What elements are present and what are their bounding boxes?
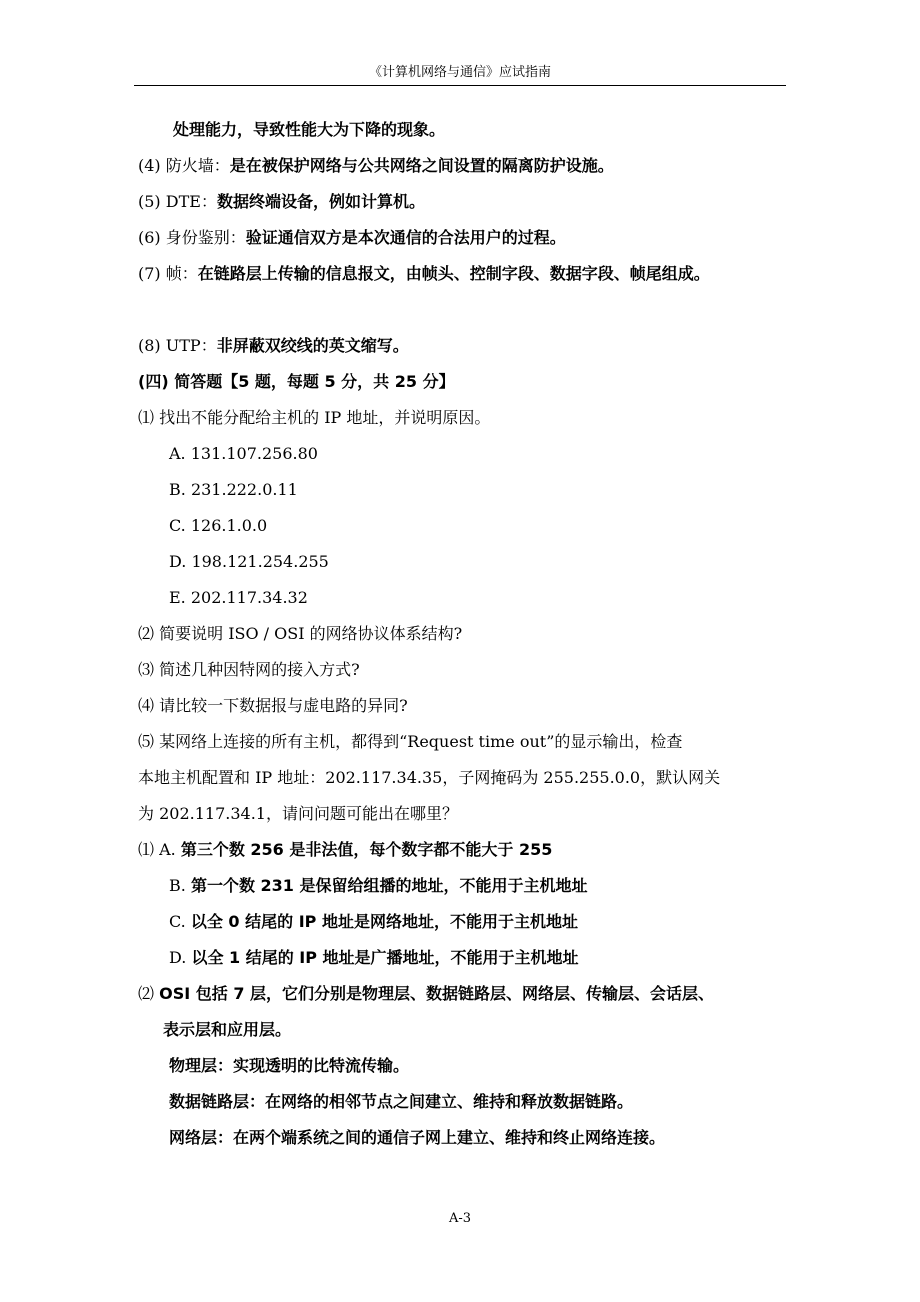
answer-number: ⑴ — [138, 840, 155, 859]
answer-text: 以全 1 结尾的 IP 地址是广播地址，不能用于主机地址 — [191, 948, 579, 967]
answer-text-line: 表示层和应用层。 — [163, 1020, 292, 1039]
layer-description: 数据链路层：在网络的相邻节点之间建立、维持和释放数据链路。 — [169, 1092, 634, 1111]
question-text-line: 某网络上连接的所有主机，都得到“Request time out”的显示输出，检查 — [159, 732, 683, 751]
question-text: 简要说明 ISO / OSI 的网络协议体系结构? — [159, 624, 463, 643]
question-item — [138, 695, 408, 717]
answer-text: 第三个数 256 是非法值，每个数字都不能大于 255 — [180, 840, 553, 859]
option-item — [169, 479, 298, 501]
definition-text: 在链路层上传输的信息报文，由帧头、控制字段、数据字段、帧尾组成。 — [197, 264, 710, 283]
answer-text: 以全 0 结尾的 IP 地址是网络地址，不能用于主机地址 — [190, 912, 578, 931]
question-number: ⑷ — [138, 696, 155, 715]
question-text: 简述几种因特网的接入方式? — [159, 660, 360, 679]
definition-item — [138, 227, 566, 249]
answer-letter: B. — [169, 876, 186, 895]
question-item — [138, 407, 490, 429]
section-title: (四) 简答题【5 题，每题 5 分，共 25 分】 — [138, 372, 455, 391]
definition-number: (4) — [138, 156, 161, 175]
definition-term: DTE： — [165, 192, 217, 211]
definition-item — [138, 155, 614, 177]
layer-description: 网络层：在两个端系统之间的通信子网上建立、维持和终止网络连接。 — [169, 1128, 666, 1147]
definition-text: 验证通信双方是本次通信的合法用户的过程。 — [245, 228, 566, 247]
definition-item — [138, 335, 409, 357]
option-letter: B. — [169, 480, 186, 499]
question-number: ⑵ — [138, 624, 155, 643]
question-number: ⑶ — [138, 660, 155, 679]
question-item — [138, 623, 462, 645]
option-letter: D. — [169, 552, 187, 571]
answer-item — [169, 947, 579, 969]
question-item — [138, 659, 360, 681]
answer-letter: C. — [169, 912, 186, 931]
answer-item — [169, 911, 578, 933]
question-item — [138, 731, 682, 753]
option-letter: C. — [169, 516, 186, 535]
definition-number: (5) — [138, 192, 161, 211]
option-item — [169, 551, 329, 573]
definition-number: (7) — [138, 264, 161, 283]
definition-term: UTP： — [165, 336, 217, 355]
definition-term: 防火墙： — [165, 156, 230, 175]
question-number: ⑴ — [138, 408, 155, 427]
option-item — [169, 515, 267, 537]
option-value: 126.1.0.0 — [190, 516, 268, 535]
answer-number: ⑵ — [138, 984, 155, 1003]
layer-description: 物理层：实现透明的比特流传输。 — [169, 1056, 410, 1075]
definition-text: 数据终端设备，例如计算机。 — [216, 192, 425, 211]
question-text: 请比较一下数据报与虚电路的异同? — [159, 696, 408, 715]
header-divider — [134, 85, 786, 86]
definition-number: (8) — [138, 336, 161, 355]
definition-text: 非屏蔽双绞线的英文缩写。 — [216, 336, 409, 355]
page-header: 《计算机网络与通信》应试指南 — [368, 65, 551, 80]
question-number: ⑸ — [138, 732, 155, 751]
option-value: 198.121.254.255 — [191, 552, 329, 571]
answer-item — [138, 839, 552, 861]
page-number: A-3 — [448, 1211, 472, 1226]
question-text-line: 本地主机配置和 IP 地址：202.117.34.35，子网掩码为 255.255.0.0，默认网关 — [138, 768, 721, 787]
answer-text: OSI 包括 7 层，它们分别是物理层、数据链路层、网络层、传输层、会话层、 — [159, 984, 715, 1003]
answer-letter: D. — [169, 948, 187, 967]
option-value: 202.117.34.32 — [190, 588, 308, 607]
definition-term: 帧： — [165, 264, 198, 283]
option-letter: E. — [169, 588, 186, 607]
definition-continuation: 处理能力，导致性能大为下降的现象。 — [173, 120, 446, 139]
definition-text: 是在被保护网络与公共网络之间设置的隔离防护设施。 — [229, 156, 614, 175]
option-value: 231.222.0.11 — [190, 480, 298, 499]
option-item — [169, 587, 308, 609]
question-text: 找出不能分配给主机的 IP 地址，并说明原因。 — [159, 408, 491, 427]
definition-item — [138, 263, 710, 285]
answer-item — [138, 983, 714, 1005]
answer-text: 第一个数 231 是保留给组播的地址，不能用于主机地址 — [190, 876, 588, 895]
definition-number: (6) — [138, 228, 161, 247]
answer-letter: A. — [159, 840, 176, 859]
answer-item — [169, 875, 587, 897]
option-letter: A. — [169, 444, 186, 463]
question-text-line: 为 202.117.34.1，请问问题可能出在哪里？ — [138, 804, 458, 823]
definition-term: 身份鉴别： — [165, 228, 246, 247]
option-item — [169, 443, 318, 465]
option-value: 131.107.256.80 — [190, 444, 318, 463]
definition-item — [138, 191, 425, 213]
